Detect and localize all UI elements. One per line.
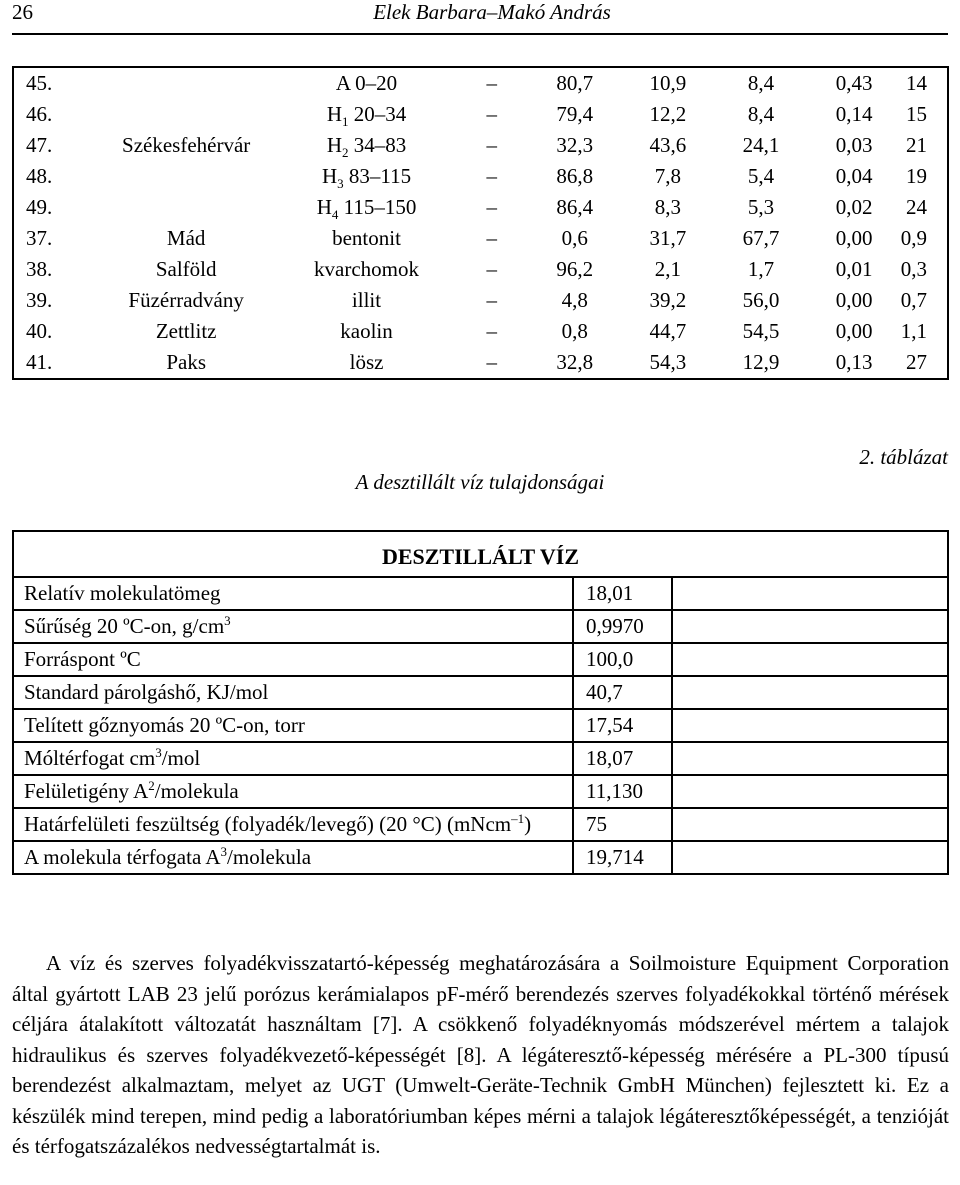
value-cell: 10,9 [649, 71, 687, 95]
dash-cell: – [486, 288, 498, 312]
value-cell: 31,7 [649, 226, 687, 250]
water-properties-table [12, 530, 949, 875]
row-number: 37. [26, 226, 53, 250]
value-cell: 12,2 [649, 102, 687, 126]
table-row [13, 775, 948, 808]
value-cell: 86,4 [556, 195, 594, 219]
table-row [13, 130, 948, 161]
value-cell: 44,7 [649, 319, 687, 343]
table-row [13, 192, 948, 223]
table-row [13, 223, 948, 254]
fraction-cell [278, 254, 456, 285]
fraction-depth: 20–34 [348, 102, 407, 126]
value-cell: 24,1 [742, 133, 780, 157]
value-cell: 54,5 [742, 319, 780, 343]
row-number: 48. [26, 164, 53, 188]
property-name: Forráspont ºC [24, 647, 141, 671]
dash-cell: – [486, 195, 498, 219]
value-cell: 86,8 [556, 164, 594, 188]
value-cell: 0,6 [561, 226, 588, 250]
row-number: 39. [26, 288, 53, 312]
value-cell: 19 [906, 164, 927, 188]
value-cell: 7,8 [654, 164, 681, 188]
value-cell: 80,7 [556, 71, 594, 95]
page-number: 26 [12, 0, 33, 24]
fraction-depth: 83–115 [343, 164, 412, 188]
location-cell [95, 192, 278, 223]
value-cell: 12,9 [742, 350, 780, 374]
empty-cell [672, 643, 948, 676]
empty-cell [672, 610, 948, 643]
fraction-cell [278, 192, 456, 223]
property-value: 11,130 [573, 775, 672, 808]
table-row [13, 643, 948, 676]
property-cell [13, 742, 573, 775]
value-cell: 0,43 [835, 71, 873, 95]
property-unit: /molekula [154, 779, 239, 803]
value-cell: 5,4 [747, 164, 775, 188]
fraction-subscript: 2 [341, 145, 349, 161]
value-cell: 56,0 [742, 288, 780, 312]
fraction-cell [278, 161, 456, 192]
location-cell: Zettlitz [155, 319, 217, 343]
value-cell: 54,3 [649, 350, 687, 374]
table-row [13, 254, 948, 285]
fraction-subscript: 1 [341, 114, 349, 130]
location-cell: Székesfehérvár [122, 133, 251, 157]
property-name: Móltérfogat cm [24, 746, 156, 770]
value-cell: 0,00 [835, 226, 873, 250]
value-cell: 8,4 [747, 102, 775, 126]
value-cell: 4,8 [561, 288, 588, 312]
value-cell: 0,3 [900, 257, 927, 281]
fraction-cell [278, 347, 456, 379]
value-cell: 24 [906, 195, 927, 219]
fraction-cell [278, 99, 456, 130]
table-title: DESZTILLÁLT VÍZ [13, 531, 948, 577]
fraction-main: bentonit [332, 226, 401, 250]
table-row [13, 347, 948, 379]
fraction-cell [278, 285, 456, 316]
value-cell: 96,2 [556, 257, 594, 281]
value-cell: 0,01 [835, 257, 873, 281]
fraction-cell [278, 130, 456, 161]
empty-cell [672, 676, 948, 709]
value-cell: 32,8 [556, 350, 594, 374]
location-cell [95, 67, 278, 99]
row-number: 40. [26, 319, 53, 343]
property-name: Relatív molekulatömeg [24, 581, 221, 605]
value-cell: 0,7 [900, 288, 927, 312]
property-cell [13, 676, 573, 709]
property-name: Sűrűség 20 ºC-on, g/cm [24, 614, 225, 638]
row-number: 46. [26, 102, 53, 126]
property-unit: /mol [161, 746, 201, 770]
table-row [13, 808, 948, 841]
location-cell: Mád [166, 226, 206, 250]
property-value: 18,07 [573, 742, 672, 775]
dash-cell: – [486, 133, 498, 157]
fraction-main: lösz [349, 350, 384, 374]
empty-cell [672, 577, 948, 610]
location-cell: Salföld [155, 257, 217, 281]
fraction-main: kaolin [340, 319, 393, 343]
fraction-main: H [326, 133, 342, 157]
property-cell [13, 808, 573, 841]
fraction-cell [278, 223, 456, 254]
fraction-subscript: 4 [331, 207, 339, 223]
value-cell: 0,02 [835, 195, 873, 219]
property-value: 100,0 [573, 643, 672, 676]
property-value: 18,01 [573, 577, 672, 610]
row-number: 45. [26, 71, 53, 95]
unit-superscript: 3 [224, 613, 231, 628]
dash-cell: – [486, 350, 498, 374]
property-cell [13, 577, 573, 610]
fraction-cell [278, 316, 456, 347]
property-value: 75 [573, 808, 672, 841]
property-value: 19,714 [573, 841, 672, 874]
fraction-cell [278, 67, 456, 99]
property-cell [13, 709, 573, 742]
fraction-depth: 115–150 [338, 195, 417, 219]
value-cell: 0,04 [835, 164, 873, 188]
fraction-main: illit [351, 288, 382, 312]
value-cell: 15 [906, 102, 927, 126]
table-label: 2. táblázat [859, 445, 948, 469]
property-value: 17,54 [573, 709, 672, 742]
fraction-main: A 0–20 [335, 71, 398, 95]
value-cell: 2,1 [654, 257, 681, 281]
fraction-main: H [316, 195, 332, 219]
table-row [13, 709, 948, 742]
unit-superscript: 2 [148, 778, 155, 793]
table-row [13, 99, 948, 130]
property-cell [13, 841, 573, 874]
dash-cell: – [486, 226, 498, 250]
fraction-depth: 34–83 [348, 133, 407, 157]
fraction-main: kvarchomok [314, 257, 420, 281]
fraction-main: H [326, 102, 342, 126]
running-title: Elek Barbara–Makó András [373, 0, 611, 24]
property-name: Standard párolgáshő, KJ/mol [24, 680, 269, 704]
property-cell [13, 775, 573, 808]
dash-cell: – [486, 71, 498, 95]
header-rule [12, 33, 948, 35]
property-name: Telített gőznyomás 20 ºC-on, torr [24, 713, 305, 737]
table-row [13, 676, 948, 709]
value-cell: 67,7 [742, 226, 780, 250]
location-cell [95, 99, 278, 130]
value-cell: 0,03 [835, 133, 873, 157]
empty-cell [672, 808, 948, 841]
value-cell: 8,4 [747, 71, 775, 95]
table-row [13, 742, 948, 775]
fraction-subscript: 3 [337, 176, 344, 192]
table-row [13, 316, 948, 347]
property-unit: /molekula [227, 845, 312, 869]
value-cell: 27 [906, 350, 927, 374]
value-cell: 0,13 [835, 350, 873, 374]
dash-cell: – [486, 102, 498, 126]
value-cell: 0,8 [561, 319, 588, 343]
value-cell: 1,1 [900, 319, 927, 343]
table-row [13, 841, 948, 874]
value-cell: 32,3 [556, 133, 594, 157]
value-cell: 8,3 [654, 195, 681, 219]
property-value: 40,7 [573, 676, 672, 709]
empty-cell [672, 775, 948, 808]
value-cell: 39,2 [649, 288, 687, 312]
table-row [13, 67, 948, 99]
value-cell: 79,4 [556, 102, 594, 126]
value-cell: 5,3 [747, 195, 775, 219]
dash-cell: – [486, 319, 498, 343]
value-cell: 1,7 [747, 257, 775, 281]
value-cell: 0,00 [835, 288, 873, 312]
empty-cell [672, 742, 948, 775]
value-cell: 0,9 [900, 226, 927, 250]
value-cell: 43,6 [649, 133, 687, 157]
empty-cell [672, 709, 948, 742]
row-number: 47. [26, 133, 53, 157]
soil-table [12, 66, 949, 380]
table-caption: A desztillált víz tulajdonságai [355, 470, 605, 494]
unit-superscript: 3 [155, 745, 162, 760]
page-header [12, 0, 948, 28]
property-cell [13, 643, 573, 676]
value-cell: 0,00 [835, 319, 873, 343]
empty-cell [672, 841, 948, 874]
dash-cell: – [486, 257, 498, 281]
location-cell [95, 161, 278, 192]
table-row [13, 610, 948, 643]
property-name: Határfelületi feszültség (folyadék/levegő) (20 °C) (mNcm [24, 812, 512, 836]
body-paragraph [12, 948, 949, 1162]
property-unit: ) [524, 812, 532, 836]
value-cell: 0,14 [835, 102, 873, 126]
fraction-main: H [321, 164, 338, 188]
property-value: 0,9970 [573, 610, 672, 643]
value-cell: 14 [906, 71, 927, 95]
location-cell: Paks [166, 350, 206, 374]
table-row [13, 161, 948, 192]
property-cell [13, 610, 573, 643]
row-number: 38. [26, 257, 53, 281]
row-number: 49. [26, 195, 53, 219]
table-row [13, 285, 948, 316]
location-cell: Füzérradvány [128, 288, 244, 312]
paragraph-text: A víz és szerves folyadékvisszatartó-képesség meghatározására a Soilmoisture Equipment Corporation által gyártott LAB 23 jelű porózus kerámialapos pF-mérő berendezés szerves folyadékokkal történő mérések céljára átalakított változatát használtam [7]. A csökkenő folyadéknyomás módszerével mértem a talajok hidraulikus és szerves folyadékvezető-képességét [8]. A légáteresztő-képesség mérésére a PL-300 típusú berendezést alkalmaztam, melyet az UGT (Umwelt-Geräte-Technik GmbH München) fejlesztett ki. Ez a készülék mind terepen, mind pedig a laboratóriumban képes mérni a talajok légáteresztőképességét, a tenzióját és térfogatszázalékos nedvességtartalmát is. [12, 951, 949, 1158]
row-number: 41. [26, 350, 53, 374]
value-cell: 21 [906, 133, 927, 157]
dash-cell: – [486, 164, 498, 188]
property-name: A molekula térfogata A [24, 845, 221, 869]
unit-superscript: –1 [511, 811, 525, 826]
unit-superscript: 3 [220, 844, 228, 859]
property-name: Felületigény A [24, 779, 149, 803]
table-row [13, 577, 948, 610]
